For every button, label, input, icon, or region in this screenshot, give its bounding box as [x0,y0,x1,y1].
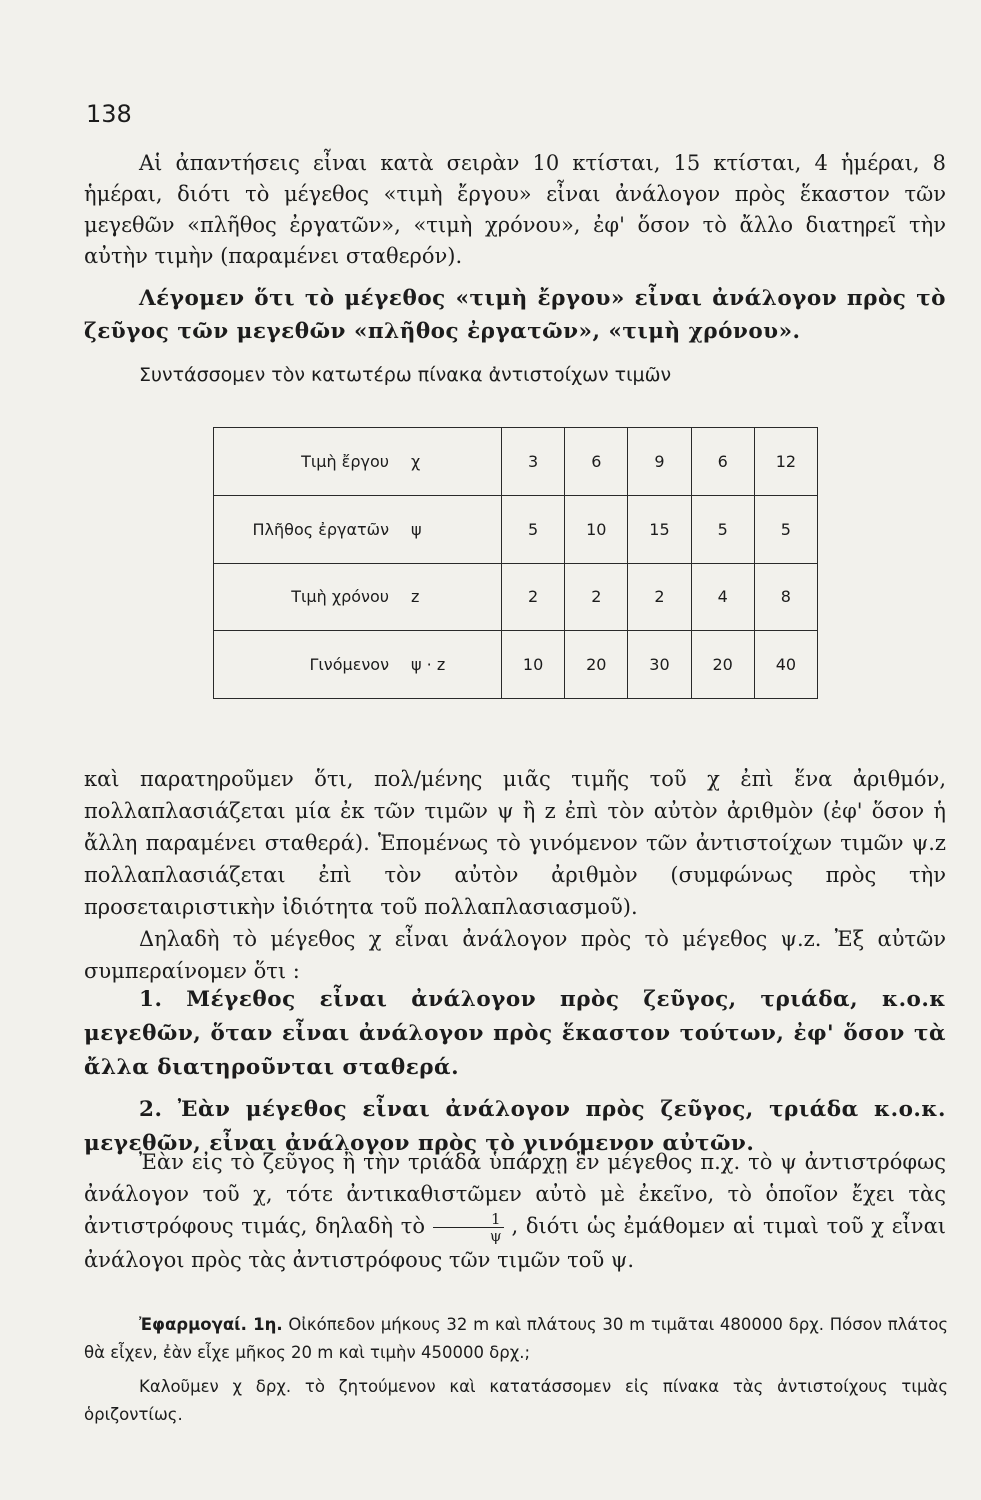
table-cell: 5 [502,495,565,563]
statement-paragraph [84,282,946,348]
table-cell: 4 [691,563,754,631]
row-label: Τιμὴ χρόνου [214,563,398,631]
application-block [84,1311,948,1429]
application-problem: Οἰκόπεδον μήκους 32 m καὶ πλάτους 30 m τιμᾶται 480000 δρχ. Πόσον πλάτος θὰ εἶχεν, ἐὰν εἶχε μῆκος 20 m καὶ τιμὴν 450000 δρχ.; [84,1315,948,1362]
table-cell: 2 [502,563,565,631]
table-cell: 12 [754,428,817,496]
table-cell: 6 [691,428,754,496]
application-heading: Ἐφαρμογαί. 1η. [139,1315,283,1334]
rule-1: 1. Μέγεθος εἶναι ἀνάλογον πρὸς ζεῦγος, τριάδα, κ.ο.κ μεγεθῶν, ὅταν εἶναι ἀνάλογον πρὸς ἕκαστον τούτων, ἐφ' ὅσον τὰ ἄλλα διατηροῦνται σταθερά. [84,987,946,1080]
fraction-numerator: 1 [433,1211,504,1228]
row-symbol: ψ · z [397,631,502,699]
observation-text: καὶ παρατηροῦμεν ὅτι, πολ/μένης μιᾶς τιμῆς τοῦ χ ἐπὶ ἕνα ἀριθμόν, πολλαπλασιάζεται μία ἐκ τῶν τιμῶν ψ ἢ z ἐπὶ τὸν αὐτὸν ἀριθμὸν (ἐφ' ὅσον ἡ ἄλλη παραμένει σταθερά). Ἑπομένως τὸ γινόμενον τῶν ἀντιστοίχων τιμῶν ψ.z πολλαπλασιάζεται ἐπὶ τὸν αὐτὸν ἀριθμὸν (συμφώνως πρὸς τὴν προσεταιριστικὴν ἰδιότητα τοῦ πολλαπλασιασμοῦ). [84,767,946,919]
table-cell: 2 [628,563,691,631]
row-symbol: ψ [397,495,502,563]
rule-2: 2. Ἐὰν μέγεθος εἶναι ἀνάλογον πρὸς ζεῦγος, τριάδα κ.ο.κ. μεγεθῶν, εἶναι ἀνάλογον πρὸς τὸ γινόμενον αὐτῶν. [84,1097,946,1156]
table-cell: 9 [628,428,691,496]
row-symbol: z [397,563,502,631]
table-cell: 3 [502,428,565,496]
application-text [84,1311,948,1367]
row-symbol: χ [397,428,502,496]
therefore-text: Δηλαδὴ τὸ μέγεθος χ εἶναι ἀνάλογον πρὸς τὸ μέγεθος ψ.z. Ἐξ αὐτῶν συμπεραίνομεν ὅτι : [84,927,946,983]
table-cell: 5 [754,495,817,563]
statement-text: Λέγομεν ὅτι τὸ μέγεθος «τιμὴ ἔργου» εἶναι ἀνάλογον πρὸς τὸ ζεῦγος τῶν μεγεθῶν «πλῆθος ἐργατῶν», «τιμὴ χρόνου». [84,286,946,344]
row-label: Τιμὴ ἔργου [214,428,398,496]
inverse-text-b: , διότι ὡς ἐμάθομεν αἱ τιμαὶ τοῦ χ εἶναι ἀνάλογοι πρὸς τὰς ἀντιστρόφους τῶν τιμῶν τοῦ ψ. [84,1214,946,1272]
row-label: Πλῆθος ἐργατῶν [214,495,398,563]
table-cell: 30 [628,631,691,699]
table-cell: 10 [565,495,628,563]
rules-block [84,983,946,1161]
table-intro-paragraph [84,360,946,391]
application-setup: Καλοῦμεν χ δρχ. τὸ ζητούμενον καὶ κατατάσσομεν εἰς πίνακα τὰς ἀντιστοίχους τιμὰς ὁριζοντίως. [84,1377,948,1424]
row-label: Γινόμενον [214,631,398,699]
values-table [213,427,818,699]
intro-paragraph [84,148,946,272]
table-cell: 20 [565,631,628,699]
table-cell: 10 [502,631,565,699]
inverse-text [84,1146,946,1276]
table-cell: 2 [565,563,628,631]
page-number: 138 [86,100,132,128]
table-cell: 20 [691,631,754,699]
observation-paragraph [84,763,946,987]
table-cell: 6 [565,428,628,496]
table-cell: 8 [754,563,817,631]
fraction-one-over-psi [433,1211,504,1244]
intro-text: Αἱ ἀπαντήσεις εἶναι κατὰ σειρὰν 10 κτίσται, 15 κτίσται, 4 ἡμέραι, 8 ἡμέραι, διότι τὸ μέγεθος «τιμὴ ἔργου» εἶναι ἀνάλογον πρὸς ἕκαστον τῶν μεγεθῶν «πλῆθος ἐργατῶν», «τιμὴ χρόνου», ἐφ' ὅσον τὸ ἄλλο διατηρεῖ τὴν αὐτὴν τιμὴν (παραμένει σταθερόν). [84,151,946,268]
table-row [214,631,818,699]
table-cell: 15 [628,495,691,563]
table-row [214,563,818,631]
table-row [214,495,818,563]
inverse-text-a: Ἐὰν εἰς τὸ ζεῦγος ἢ τὴν τριάδα ὑπάρχῃ ἓν μέγεθος π.χ. τὸ ψ ἀντιστρόφως ἀνάλογον τοῦ χ, τότε ἀντικαθιστῶμεν αὐτὸ μὲ ἐκεῖνο, τὸ ὁποῖον ἔχει τὰς ἀντιστρόφους τιμάς, δηλαδὴ τὸ [84,1150,946,1238]
table-intro-text: Συντάσσομεν τὸν κατωτέρω πίνακα ἀντιστοίχων τιμῶν [139,364,672,386]
table-row [214,428,818,496]
table-cell: 40 [754,631,817,699]
inverse-paragraph [84,1146,946,1276]
fraction-denominator: ψ [489,1227,502,1245]
table-cell: 5 [691,495,754,563]
